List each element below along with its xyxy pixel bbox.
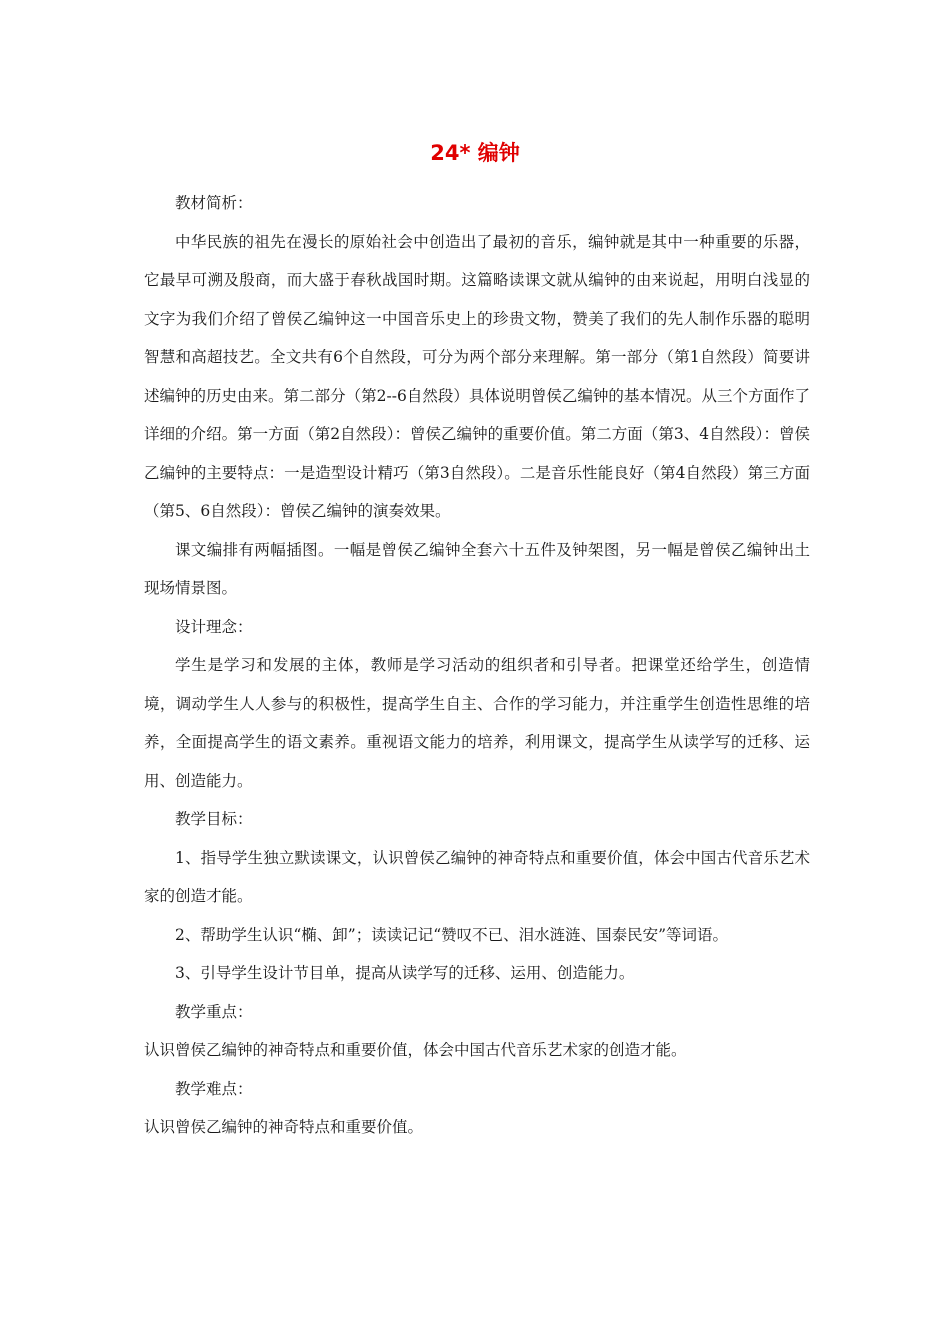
paragraph-design-concept: 学生是学习和发展的主体，教师是学习活动的组织者和引导者。把课堂还给学生，创造情境，调动学生人人参与的积极性，提高学生自主、合作的学习能力，并注重学生创造性思维的培养，全面提高学生的语文素养。重视语文能力的培养，利用课文，提高学生从读学写的迁移、运用、创造能力。	[144, 656, 810, 790]
goal-item-1: 1、指导学生独立默读课文，认识曾侯乙编钟的神奇特点和重要价值，体会中国古代音乐艺术家的创造才能。	[144, 848, 810, 905]
goal-item-2: 2、帮助学生认识“椭、卸”；读读记记“赞叹不已、泪水涟涟、国泰民安”等词语。	[175, 925, 729, 944]
heading-teaching-goals: 教学目标：	[175, 810, 253, 828]
document-title: 24* 编钟	[430, 141, 520, 165]
heading-key-points: 教学重点：	[175, 1002, 253, 1021]
goal-item-3: 3、引导学生设计节目单，提高从读学写的迁移、运用、创造能力。	[175, 964, 635, 982]
heading-difficult-points: 教学难点：	[175, 1079, 253, 1098]
paragraph-textbook-analysis: 中华民族的祖先在漫长的原始社会中创造出了最初的音乐，编钟就是其中一种重要的乐器，它最早可溯及殷商，而大盛于春秋战国时期。这篇略读课文就从编钟的由来说起，用明白浅显的文字为我们介绍了曾侯乙编钟这一中国音乐史上的珍贵文物，赞美了我们的先人制作乐器的聪明智慧和高超技艺。全文共有6个自然段，可分为两个部分来理解。第一部分（第1自然段）简要讲述编钟的历史由来。第二部分（第2--6自然段）具体说明曾侯乙编钟的基本情况。从三个方面作了详细的介绍。第一方面（第2自然段）：曾侯乙编钟的重要价值。第二方面（第3、4自然段）：曾侯乙编钟的主要特点：一是造型设计精巧（第3自然段）。二是音乐性能良好（第4自然段）第三方面（第5、6自然段）：曾侯乙编钟的演奏效果。	[144, 232, 810, 520]
paragraph-key-points: 认识曾侯乙编钟的神奇特点和重要价值，体会中国古代音乐艺术家的创造才能。	[144, 1041, 687, 1059]
heading-design-concept: 设计理念：	[175, 617, 253, 636]
document-body	[144, 184, 810, 1147]
paragraph-illustrations: 课文编排有两幅插图。一幅是曾侯乙编钟全套六十五件及钟架图，另一幅是曾侯乙编钟出土现场情景图。	[144, 540, 810, 597]
paragraph-difficult-points: 认识曾侯乙编钟的神奇特点和重要价值。	[144, 1118, 424, 1136]
heading-textbook-analysis: 教材简析：	[175, 194, 253, 212]
